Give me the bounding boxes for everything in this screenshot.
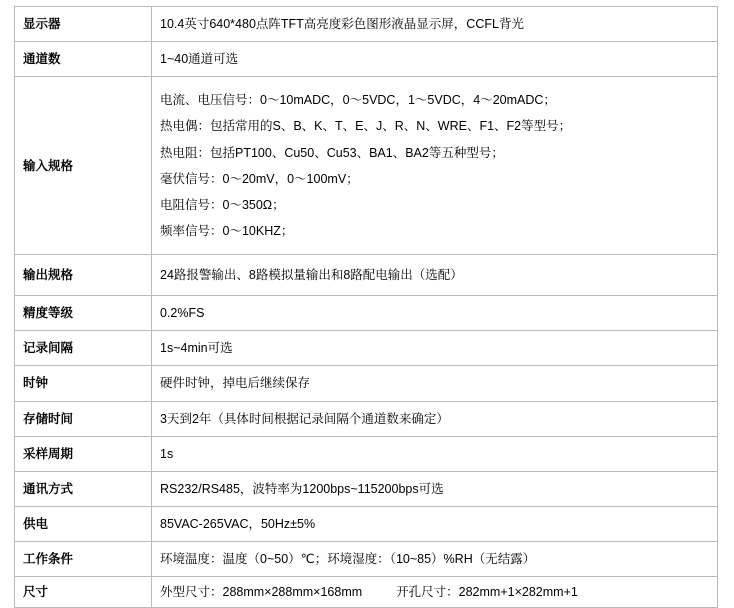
row-label-clock: 时钟 — [15, 366, 152, 401]
table-row — [15, 296, 718, 331]
value-line: 热电偶：包括常用的S、B、K、T、E、J、R、N、WRE、F1、F2等型号； — [160, 119, 572, 134]
row-label-record-interval: 记录间隔 — [15, 331, 152, 366]
row-value-input-spec — [152, 77, 718, 255]
row-label-display: 显示器 — [15, 7, 152, 42]
value-line: 硬件时钟，掉电后继续保存 — [160, 376, 311, 391]
row-label-channels: 通道数 — [15, 42, 152, 77]
row-value-record-interval — [152, 331, 718, 366]
value-line: 3天到2年（具体时间根据记录间隔个通道数来确定） — [160, 411, 449, 426]
row-label-storage-time: 存储时间 — [15, 401, 152, 436]
row-label-accuracy: 精度等级 — [15, 296, 152, 331]
value-line: 频率信号：0～10KHZ； — [160, 223, 294, 238]
table-row — [15, 577, 718, 608]
table-row — [15, 401, 718, 436]
value-line: 0.2%FS — [160, 306, 205, 321]
value-line: 1~40通道可选 — [160, 52, 239, 67]
row-label-input-spec: 输入规格 — [15, 77, 152, 255]
table-row — [15, 366, 718, 401]
table-row — [15, 542, 718, 577]
row-value-display — [152, 7, 718, 42]
value-line: 1s — [160, 446, 174, 461]
row-value-working-conditions — [152, 542, 718, 577]
value-line: 电阻信号：0～350Ω； — [160, 197, 285, 212]
row-label-power-supply: 供电 — [15, 506, 152, 541]
value-line: 10.4英寸640*480点阵TFT高亮度彩色图形液晶显示屏，CCFL背光 — [160, 17, 524, 31]
specification-table-body — [15, 7, 718, 608]
row-value-accuracy — [152, 296, 718, 331]
row-value-storage-time — [152, 401, 718, 436]
value-line: 24路报警输出、8路模拟量输出和8路配电输出（选配） — [160, 268, 463, 282]
table-row — [15, 255, 718, 296]
value-line: RS232/RS485，波特率为1200bps~115200bps可选 — [160, 481, 444, 496]
row-value-dimensions — [152, 577, 718, 608]
value-line: 电流、电压信号：0～10mADC，0～5VDC，1～5VDC，4～20mADC； — [160, 93, 556, 108]
table-row — [15, 7, 718, 42]
row-label-dimensions: 尺寸 — [15, 577, 152, 608]
specification-table — [14, 6, 718, 608]
value-line: 1s~4min可选 — [160, 341, 233, 356]
row-value-communication — [152, 471, 718, 506]
table-row — [15, 331, 718, 366]
outer-dimension-text: 外型尺寸：288mm×288mm×168mm — [160, 585, 363, 600]
row-label-sampling-period: 采样周期 — [15, 436, 152, 471]
value-line: 热电阻：包括PT100、Cu50、Cu53、BA1、BA2等五种型号； — [160, 145, 504, 160]
table-row — [15, 77, 718, 255]
row-value-power-supply — [152, 506, 718, 541]
table-row — [15, 42, 718, 77]
cutout-dimension-text: 开孔尺寸：282mm+1×282mm+1 — [396, 585, 578, 600]
value-line: 85VAC-265VAC，50Hz±5% — [160, 516, 316, 531]
row-label-working-conditions: 工作条件 — [15, 542, 152, 577]
row-value-channels — [152, 42, 718, 77]
row-value-clock — [152, 366, 718, 401]
table-row — [15, 436, 718, 471]
value-line: 环境温度：温度（0~50）℃；环境湿度：（10~85）%RH（无结露） — [160, 552, 536, 566]
row-value-sampling-period — [152, 436, 718, 471]
row-label-communication: 通讯方式 — [15, 471, 152, 506]
row-label-output-spec: 输出规格 — [15, 255, 152, 296]
table-row — [15, 471, 718, 506]
value-line: 毫伏信号：0～20mV，0～100mV； — [160, 171, 359, 186]
table-row — [15, 506, 718, 541]
row-value-output-spec — [152, 255, 718, 296]
